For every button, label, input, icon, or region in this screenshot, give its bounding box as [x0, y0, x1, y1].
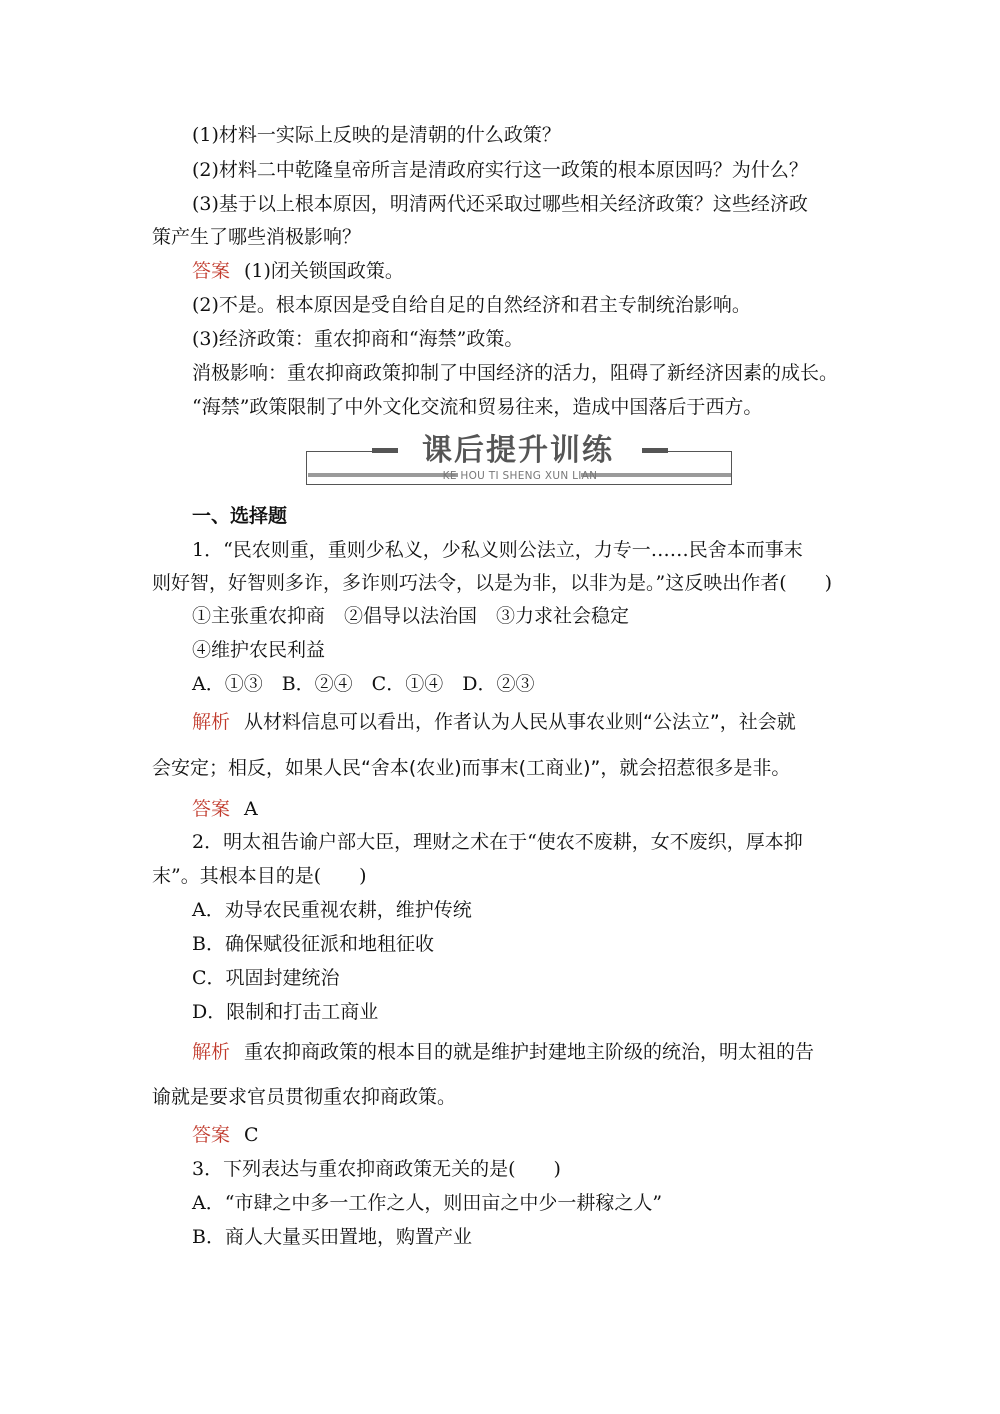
question-line: (2)材料二中乾隆皇帝所言是清政府实行这一政策的根本原因吗？为什么？: [192, 159, 808, 181]
banner-subtitle: KE HOU TI SHENG XUN LIAN: [442, 470, 598, 482]
q3-option: A．“市肆之中多一工作之人，则田亩之中少一耕稼之人”: [192, 1192, 663, 1214]
question-line: 策产生了哪些消极影响？: [152, 226, 362, 248]
q2-analysis-line: 谕就是要求官员贯彻重农抑商政策。: [152, 1086, 457, 1108]
q1-item-line: ①主张重农抑商 ②倡导以法治国 ③力求社会稳定: [192, 605, 630, 627]
answer-line: (2)不是。根本原因是受自给自足的自然经济和君主专制统治影响。: [192, 294, 751, 316]
answer-line: (3)经济政策：重农抑商和“海禁”政策。: [192, 328, 524, 350]
q3-option: B．商人大量买田置地，购置产业: [192, 1226, 472, 1248]
q1-stem-line: 1．“民农则重，重则少私义，少私义则公法立，力专一……民舍本而事末: [192, 539, 803, 561]
analysis-text: 重农抑商政策的根本目的就是维护封建地主阶级的统治，明太祖的告: [244, 1041, 815, 1063]
q2-option: D．限制和打击工商业: [192, 1001, 379, 1023]
q2-option: C．巩固封建统治: [192, 967, 340, 989]
q2-analysis-line: [192, 1039, 814, 1065]
answer-line: “海禁”政策限制了中外文化交流和贸易往来，造成中国落后于西方。: [192, 396, 763, 418]
q1-options: A．①③ B．②④ C．①④ D．②③: [192, 673, 535, 695]
answer-text: C: [244, 1124, 259, 1146]
q2-stem-line: 2．明太祖告谕户部大臣，理财之术在于“使农不废耕，女不废织，厚本抑: [192, 831, 803, 853]
q2-option: B．确保赋役征派和地租征收: [192, 933, 434, 955]
q2-answer-line: [192, 1122, 259, 1148]
answer-line: [192, 258, 404, 284]
banner-dash-left: [372, 448, 398, 453]
q1-analysis-line: [192, 709, 796, 735]
q1-analysis-line: 会安定；相反，如果人民“舍本(农业)而事末(工商业)”，就会招惹很多是非。: [152, 757, 791, 779]
section-banner: [306, 431, 734, 489]
answer-line: 消极影响：重农抑商政策抑制了中国经济的活力，阻碍了新经济因素的成长。: [192, 362, 839, 384]
analysis-label: 解析: [192, 1041, 231, 1063]
analysis-label: 解析: [192, 711, 231, 733]
q1-item-line: ④维护农民利益: [192, 639, 326, 661]
section-heading: 一、选择题: [192, 505, 288, 527]
question-line: (1)材料一实际上反映的是清朝的什么政策？: [192, 124, 561, 146]
answer-text: A: [244, 798, 258, 820]
q2-stem-line: 末”。其根本目的是( ): [152, 865, 367, 887]
answer-text: (1)闭关锁国政策。: [244, 260, 404, 282]
q1-stem-line: 则好智，好智则多诈，多诈则巧法令，以是为非，以非为是。”这反映出作者( ): [152, 572, 833, 594]
banner-dash-right: [642, 448, 668, 453]
answer-label: 答案: [192, 798, 231, 820]
answer-label: 答案: [192, 1124, 231, 1146]
question-line: (3)基于以上根本原因，明清两代还采取过哪些相关经济政策？这些经济政: [192, 193, 808, 215]
q1-answer-line: [192, 796, 258, 822]
q2-option: A．劝导农民重视农耕，维护传统: [192, 899, 472, 921]
banner-title: 课后提升训练: [394, 431, 642, 471]
answer-label: 答案: [192, 260, 231, 282]
analysis-text: 从材料信息可以看出，作者认为人民从事农业则“公法立”，社会就: [244, 711, 796, 733]
q3-stem: 3．下列表达与重农抑商政策无关的是( ): [192, 1158, 561, 1180]
